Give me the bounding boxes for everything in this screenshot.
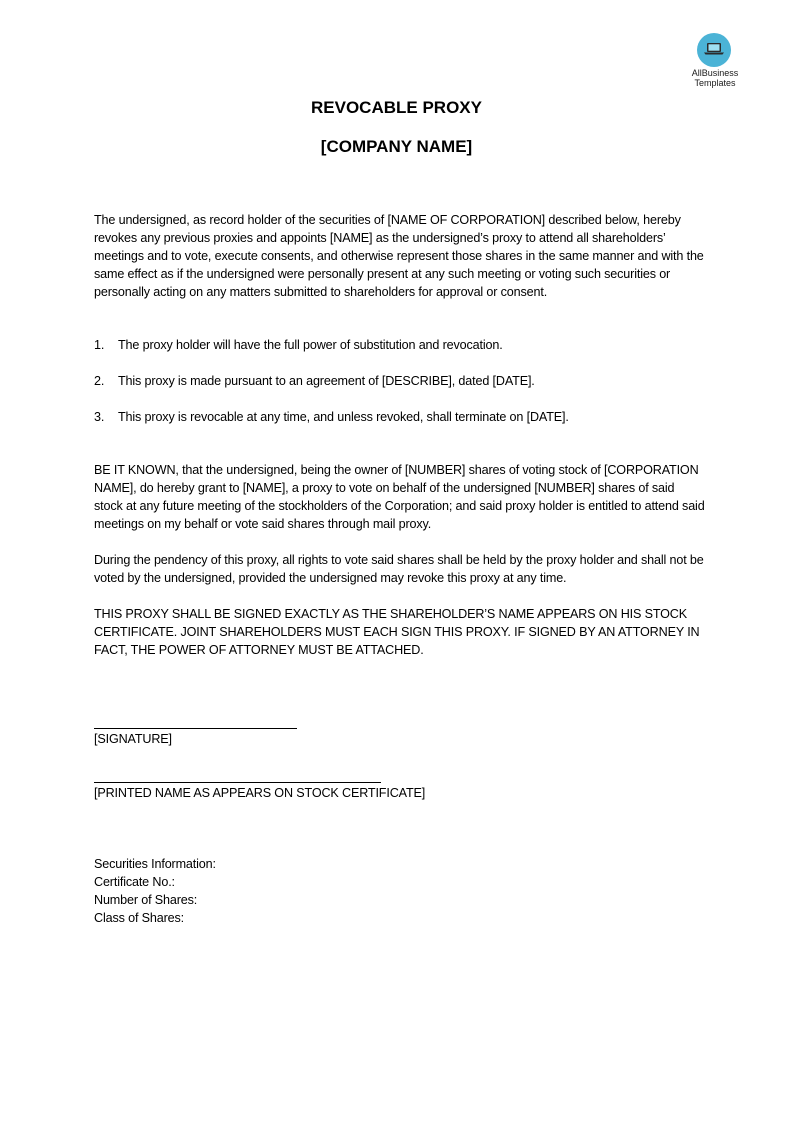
logo-text [684, 68, 746, 88]
laptop-icon [704, 42, 724, 55]
logo-line-1: AllBusiness [691, 68, 739, 78]
list-item [94, 336, 503, 354]
list-number: 3. [94, 410, 105, 424]
be-it-known-paragraph: BE IT KNOWN, that the undersigned, being the owner of [NUMBER] shares of voting stock of [CORPORATION NAME], do hereby grant to [NAME], a proxy to vote on behalf of the undersigned [NUMBER] shares of said stock at any future meeting of the stockholders of the Corporation; and said proxy holder is entitled to attend said meetings on my behalf or vote said shares through mail proxy. [94, 463, 705, 531]
company-name: [COMPANY NAME] [320, 137, 473, 156]
list-text: The proxy holder will have the full power of substitution and revocation. [118, 338, 503, 352]
printed-name-label: [PRINTED NAME AS APPEARS ON STOCK CERTIFICATE] [94, 786, 426, 800]
pendency-paragraph: During the pendency of this proxy, all rights to vote said shares shall be held by the proxy holder and shall not be voted by the undersigned, provided the undersigned may revoke this proxy at any time. [94, 553, 704, 585]
intro-paragraph: The undersigned, as record holder of the securities of [NAME OF CORPORATION] described below, hereby revokes any previous proxies and appoints [NAME] as the undersigned’s proxy to attend all shareholders’ meetings and to vote, execute consents, and otherwise represent those shares in the same manner and with the same effect as if the undersigned were personally present at any such meeting or voting such securities or personally acting on any matters submitted to shareholders for approval or consent. [94, 213, 704, 299]
allbusiness-logo [684, 32, 746, 90]
notice-paragraph: THIS PROXY SHALL BE SIGNED EXACTLY AS THE SHAREHOLDER’S NAME APPEARS ON HIS STOCK CERTIFICATE. JOINT SHAREHOLDERS MUST EACH SIGN THIS PROXY. IF SIGNED BY AN ATTORNEY IN FACT, THE POWER OF ATTORNEY MUST BE ATTACHED. [94, 607, 700, 657]
list-text: This proxy is made pursuant to an agreement of [DESCRIBE], dated [DATE]. [118, 374, 535, 388]
securities-heading: Securities Information: [94, 857, 216, 871]
printed-name-line [94, 782, 381, 783]
signature-line [94, 728, 297, 729]
logo-line-2: Templates [694, 78, 736, 88]
list-text: This proxy is revocable at any time, and unless revoked, shall terminate on [DATE]. [118, 410, 569, 424]
list-item [94, 408, 569, 426]
list-number: 1. [94, 338, 105, 352]
number-of-shares-label: Number of Shares: [94, 893, 198, 907]
logo-circle [697, 33, 731, 67]
list-item [94, 372, 535, 390]
certificate-number-label: Certificate No.: [94, 875, 175, 889]
signature-label: [SIGNATURE] [94, 732, 172, 746]
document-title: REVOCABLE PROXY [311, 98, 482, 117]
list-number: 2. [94, 374, 105, 388]
class-of-shares-label: Class of Shares: [94, 911, 184, 925]
